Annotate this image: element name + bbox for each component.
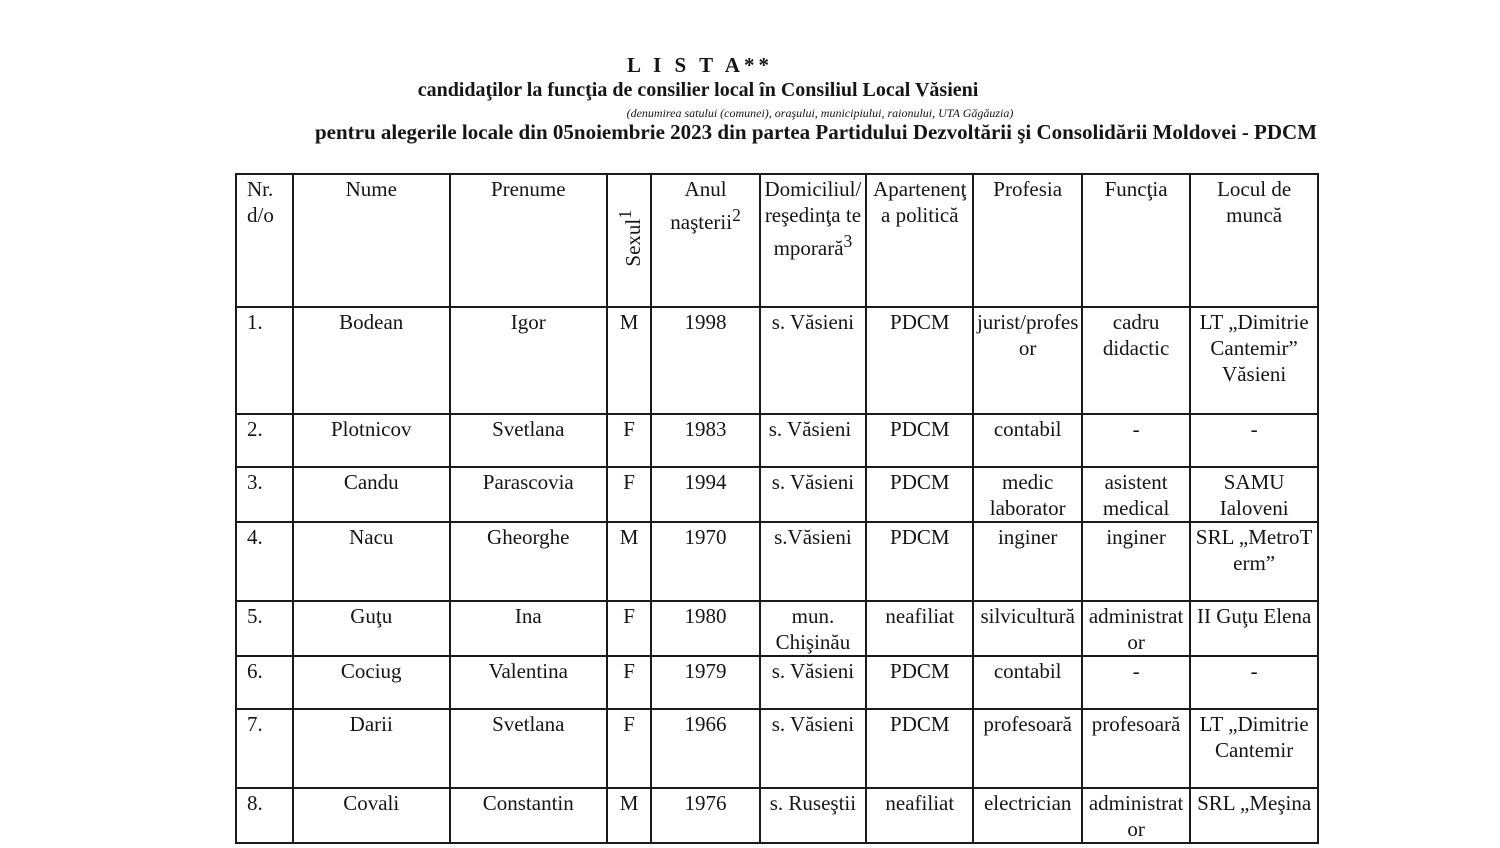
cell-profesia: profesoară: [973, 709, 1081, 788]
cell-sex: M: [607, 307, 652, 414]
cell-prenume: Igor: [450, 307, 607, 414]
table-row: [236, 709, 1318, 788]
cell-locul: II Guţu Elena: [1190, 601, 1318, 656]
cell-apartenenta: PDCM: [866, 656, 973, 709]
header-prenume: Prenume: [450, 174, 607, 307]
cell-anul: 1983: [651, 414, 759, 467]
cell-prenume: Parascovia: [450, 467, 607, 522]
header-functia: Funcţia: [1082, 174, 1190, 307]
cell-nr: 4.: [236, 522, 293, 601]
document-note: (denumirea satului (comunei), oraşului, municipiului, raionului, UTA Găgăuzia): [626, 106, 1014, 120]
cell-functia: administrator: [1082, 788, 1190, 843]
cell-nume: Plotnicov: [293, 414, 450, 467]
cell-prenume: Svetlana: [450, 414, 607, 467]
cell-nr: 3.: [236, 467, 293, 522]
cell-domiciliu: mun. Chişinău: [760, 601, 866, 656]
cell-apartenenta: PDCM: [866, 414, 973, 467]
header-anul-label: Anul naşterii: [670, 177, 733, 234]
document-subtitle: candidaţilor la funcţia de consilier local în Consiliul Local Văsieni: [417, 79, 979, 101]
cell-locul: SAMU Ialoveni: [1190, 467, 1318, 522]
header-locul: Locul de muncă: [1190, 174, 1318, 307]
header-domiciliu-label: Domiciliul/reşedinţa temporară: [764, 177, 862, 260]
cell-profesia: contabil: [973, 414, 1081, 467]
cell-prenume: Constantin: [450, 788, 607, 843]
cell-apartenenta: PDCM: [866, 709, 973, 788]
cell-nume: Guţu: [293, 601, 450, 656]
cell-nr: 1.: [236, 307, 293, 414]
cell-domiciliu: s. Văsieni: [760, 307, 866, 414]
header-sex: [607, 174, 652, 307]
table-row: [236, 656, 1318, 709]
cell-domiciliu: s. Văsieni: [760, 656, 866, 709]
cell-sex: F: [607, 601, 652, 656]
cell-apartenenta: PDCM: [866, 307, 973, 414]
cell-profesia: medic laborator: [973, 467, 1081, 522]
table-row: [236, 788, 1318, 843]
header-sex-label: Sexul: [621, 218, 646, 267]
cell-nr: 2.: [236, 414, 293, 467]
cell-anul: 1966: [651, 709, 759, 788]
cell-locul: SRL „Meşina: [1190, 788, 1318, 843]
cell-apartenenta: PDCM: [866, 467, 973, 522]
table-row: [236, 414, 1318, 467]
header-domiciliu: [760, 174, 866, 307]
footnote-3: 3: [843, 231, 853, 251]
cell-prenume: Gheorghe: [450, 522, 607, 601]
cell-locul: SRL „MetroTerm”: [1190, 522, 1318, 601]
cell-nume: Bodean: [293, 307, 450, 414]
header-anul: [651, 174, 759, 307]
cell-locul: LT „Dimitrie Cantemir” Văsieni: [1190, 307, 1318, 414]
footnote-1: 1: [615, 210, 636, 219]
cell-nume: Candu: [293, 467, 450, 522]
cell-anul: 1980: [651, 601, 759, 656]
cell-nr: 8.: [236, 788, 293, 843]
cell-functia: cadru didactic: [1082, 307, 1190, 414]
cell-anul: 1998: [651, 307, 759, 414]
cell-sex: F: [607, 467, 652, 522]
cell-nr: 5.: [236, 601, 293, 656]
footnote-2: 2: [732, 205, 741, 225]
cell-anul: 1970: [651, 522, 759, 601]
cell-domiciliu: s. Văsieni: [760, 467, 866, 522]
cell-profesia: silvicultură: [973, 601, 1081, 656]
cell-nume: Nacu: [293, 522, 450, 601]
cell-profesia: electrician: [973, 788, 1081, 843]
cell-sex: F: [607, 414, 652, 467]
cell-nume: Cociug: [293, 656, 450, 709]
cell-functia: asistent medical: [1082, 467, 1190, 522]
cell-nume: Covali: [293, 788, 450, 843]
cell-domiciliu: s. Ruseştii: [760, 788, 866, 843]
header-nr: Nr. d/o: [236, 174, 293, 307]
cell-apartenenta: PDCM: [866, 522, 973, 601]
cell-functia: inginer: [1082, 522, 1190, 601]
cell-nr: 7.: [236, 709, 293, 788]
cell-prenume: Svetlana: [450, 709, 607, 788]
cell-functia: administrator: [1082, 601, 1190, 656]
cell-locul: -: [1190, 414, 1318, 467]
cell-sex: M: [607, 788, 652, 843]
cell-locul: LT „Dimitrie Cantemir: [1190, 709, 1318, 788]
header-profesia: Profesia: [973, 174, 1081, 307]
candidates-table: [235, 173, 1319, 844]
cell-profesia: jurist/profesor: [973, 307, 1081, 414]
cell-sex: M: [607, 522, 652, 601]
cell-anul: 1994: [651, 467, 759, 522]
cell-anul: 1976: [651, 788, 759, 843]
header-nume: Nume: [293, 174, 450, 307]
cell-prenume: Ina: [450, 601, 607, 656]
cell-domiciliu: s. Văsieni: [760, 414, 866, 467]
cell-functia: -: [1082, 414, 1190, 467]
cell-anul: 1979: [651, 656, 759, 709]
cell-sex: F: [607, 709, 652, 788]
cell-apartenenta: neafiliat: [866, 601, 973, 656]
cell-domiciliu: s.Văsieni: [760, 522, 866, 601]
header-row: [236, 174, 1318, 307]
election-line: pentru alegerile locale din 05noiembrie 2023 din partea Partidului Dezvoltării şi Consolidării Moldovei - PDCM: [314, 120, 1318, 144]
cell-domiciliu: s. Văsieni: [760, 709, 866, 788]
table-row: [236, 307, 1318, 414]
cell-profesia: inginer: [973, 522, 1081, 601]
table-row: [236, 601, 1318, 656]
document-title: L I S T A**: [627, 53, 773, 77]
table-row: [236, 522, 1318, 601]
cell-sex: F: [607, 656, 652, 709]
cell-nume: Darii: [293, 709, 450, 788]
cell-apartenenta: neafiliat: [866, 788, 973, 843]
cell-functia: -: [1082, 656, 1190, 709]
cell-functia: profesoară: [1082, 709, 1190, 788]
cell-prenume: Valentina: [450, 656, 607, 709]
header-apartenenta: Apartenenţa politică: [866, 174, 973, 307]
cell-nr: 6.: [236, 656, 293, 709]
table-row: [236, 467, 1318, 522]
cell-locul: -: [1190, 656, 1318, 709]
cell-profesia: contabil: [973, 656, 1081, 709]
